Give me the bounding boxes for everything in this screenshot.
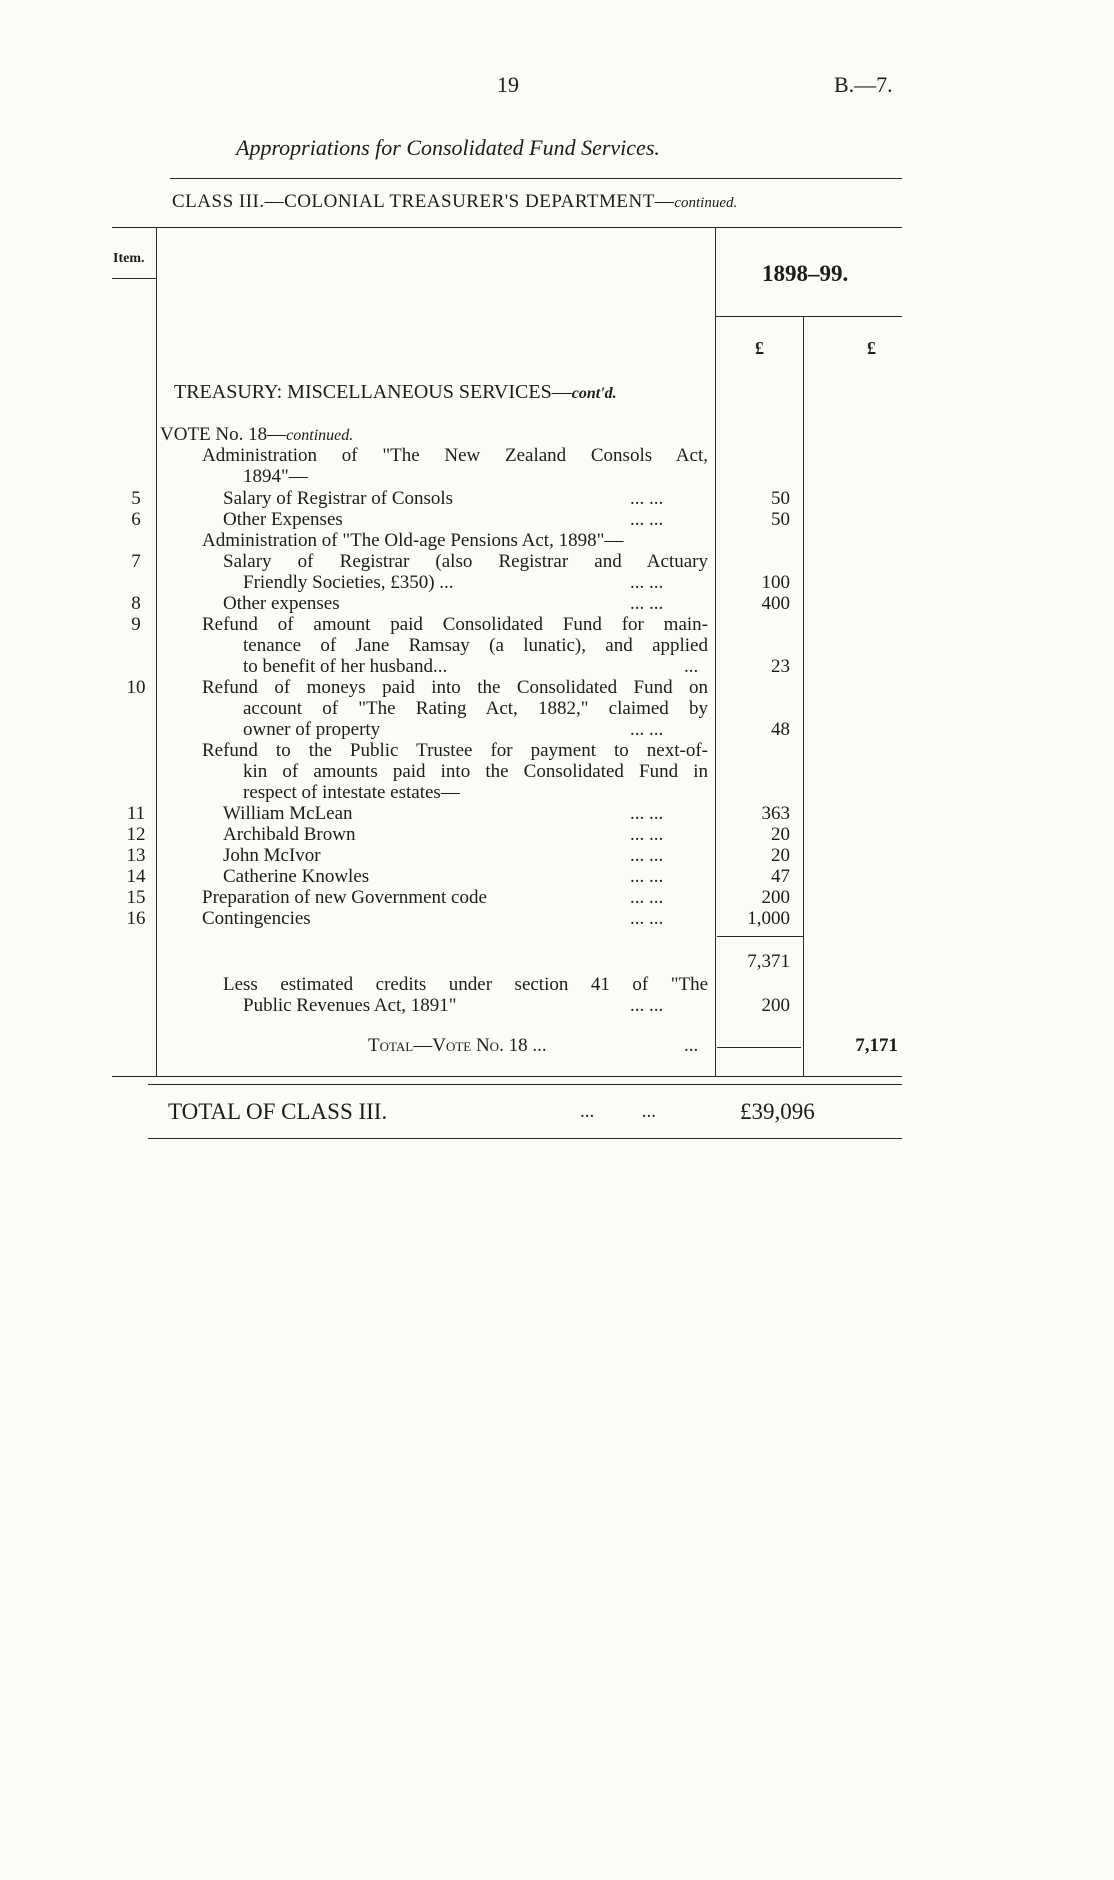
total-vote-rule bbox=[717, 1047, 801, 1048]
item6-leaders: ... ... bbox=[630, 509, 664, 530]
item13-value: 20 bbox=[771, 845, 790, 866]
total-vote-value: 7,171 bbox=[855, 1035, 898, 1056]
trustee-heading-line3: respect of intestate estates— bbox=[243, 782, 460, 803]
item11-leaders: ... ... bbox=[630, 803, 664, 824]
item9-line3: to benefit of her husband... bbox=[243, 656, 448, 677]
item-header-underline bbox=[112, 278, 156, 279]
class-total-bottom-rule bbox=[148, 1138, 902, 1139]
item6-label: Other Expenses bbox=[223, 509, 343, 530]
item8-leaders: ... ... bbox=[630, 593, 664, 614]
item-column-header: Item. bbox=[113, 251, 145, 266]
amount-column-divider bbox=[715, 227, 716, 1076]
item-number-11: 11 bbox=[126, 803, 146, 824]
pound-column-divider bbox=[803, 316, 804, 1076]
item16-leaders: ... ... bbox=[630, 908, 664, 929]
vote-label bbox=[160, 425, 353, 444]
item11-value: 363 bbox=[761, 803, 790, 824]
item-number-13: 13 bbox=[126, 845, 146, 866]
item8-label: Other expenses bbox=[223, 593, 340, 614]
class-total-leaders: ... ... bbox=[580, 1101, 656, 1122]
item10-line1: Refund of moneys paid into the Consolidated Fund on bbox=[202, 677, 708, 698]
item5-value: 50 bbox=[771, 488, 790, 509]
class-total-top-rule bbox=[148, 1084, 902, 1085]
trustee-heading-line1: Refund to the Public Trustee for payment to next-of- bbox=[202, 740, 708, 761]
section-heading-suffix: cont'd. bbox=[571, 385, 617, 402]
item15-leaders: ... ... bbox=[630, 887, 664, 908]
total-vote-leaders: ... bbox=[684, 1035, 699, 1056]
item15-label: Preparation of new Government code bbox=[202, 887, 487, 908]
page-title: Appropriations for Consolidated Fund Services. bbox=[236, 135, 660, 160]
item-number-15: 15 bbox=[126, 887, 146, 908]
item-number-7: 7 bbox=[131, 551, 141, 572]
item9-line1: Refund of amount paid Consolidated Fund for main- bbox=[202, 614, 708, 635]
subtotal-value: 7,371 bbox=[747, 951, 790, 972]
section-heading bbox=[174, 382, 617, 402]
class-heading-suffix: continued. bbox=[674, 195, 738, 211]
item15-value: 200 bbox=[761, 887, 790, 908]
item13-leaders: ... ... bbox=[630, 845, 664, 866]
consols-heading-line2: 1894"— bbox=[243, 466, 308, 487]
item-number-16: 16 bbox=[126, 908, 146, 929]
item12-value: 20 bbox=[771, 824, 790, 845]
subtotal-rule bbox=[717, 936, 803, 937]
item7-value: 100 bbox=[761, 572, 790, 593]
item-number-8: 8 bbox=[131, 593, 141, 614]
item10-line3: owner of property bbox=[243, 719, 381, 740]
section-heading-text: TREASURY: MISCELLANEOUS SERVICES— bbox=[174, 381, 572, 403]
trustee-heading-line2: kin of amounts paid into the Consolidated Fund in bbox=[243, 761, 708, 782]
year-column-header: 1898–99. bbox=[762, 261, 849, 286]
vote-label-text: VOTE No. 18— bbox=[160, 424, 287, 445]
class-heading bbox=[172, 192, 737, 211]
credits-leaders: ... ... bbox=[630, 995, 664, 1016]
header-rule bbox=[170, 178, 902, 179]
currency-header-right: £ bbox=[867, 338, 876, 358]
item14-value: 47 bbox=[771, 866, 790, 887]
item7-leaders: ... ... bbox=[630, 572, 664, 593]
item7-line1: Salary of Registrar (also Registrar and Actuary bbox=[223, 551, 708, 572]
item5-label: Salary of Registrar of Consols bbox=[223, 488, 454, 509]
currency-header-left: £ bbox=[755, 338, 764, 358]
item10-line2: account of "The Rating Act, 1882," claimed by bbox=[243, 698, 708, 719]
page-number: 19 bbox=[497, 72, 519, 97]
item6-value: 50 bbox=[771, 509, 790, 530]
class-total-value: £39,096 bbox=[740, 1099, 815, 1124]
item-column-divider bbox=[156, 227, 157, 1076]
item9-line2: tenance of Jane Ramsay (a lunatic), and applied bbox=[243, 635, 708, 656]
item12-leaders: ... ... bbox=[630, 824, 664, 845]
class-total-label: TOTAL OF CLASS III. bbox=[168, 1099, 388, 1124]
item-number-6: 6 bbox=[131, 509, 141, 530]
credits-line1: Less estimated credits under section 41 of "The bbox=[223, 974, 708, 995]
item16-label: Contingencies bbox=[202, 908, 311, 929]
table-top-rule bbox=[112, 227, 902, 228]
item-number-5: 5 bbox=[131, 488, 141, 509]
item13-label: John McIvor bbox=[223, 845, 321, 866]
item-number-9: 9 bbox=[131, 614, 141, 635]
item10-leaders: ... ... bbox=[630, 719, 664, 740]
item9-value: 23 bbox=[771, 656, 790, 677]
item-number-14: 14 bbox=[126, 866, 146, 887]
item5-leaders: ... ... bbox=[630, 488, 664, 509]
item11-label: William McLean bbox=[223, 803, 353, 824]
item-number-12: 12 bbox=[126, 824, 146, 845]
document-reference: B.—7. bbox=[834, 72, 893, 97]
vote-label-suffix: continued. bbox=[286, 427, 354, 444]
year-header-underline bbox=[715, 316, 902, 317]
item-number-10: 10 bbox=[126, 677, 146, 698]
item14-label: Catherine Knowles bbox=[223, 866, 370, 887]
item10-value: 48 bbox=[771, 719, 790, 740]
consols-heading-line1: Administration of "The New Zealand Consols Act, bbox=[202, 445, 708, 466]
pensions-heading: Administration of "The Old-age Pensions Act, 1898"— bbox=[202, 530, 624, 551]
item12-label: Archibald Brown bbox=[223, 824, 356, 845]
credits-value: 200 bbox=[761, 995, 790, 1016]
class-heading-text: CLASS III.—COLONIAL TREASURER'S DEPARTMENT— bbox=[172, 191, 675, 212]
total-vote-label: Total—Vote No. 18 ... bbox=[368, 1035, 547, 1056]
item9-leaders: ... bbox=[684, 656, 699, 677]
item8-value: 400 bbox=[761, 593, 790, 614]
item7-line2: Friendly Societies, £350) ... bbox=[243, 572, 454, 593]
item14-leaders: ... ... bbox=[630, 866, 664, 887]
item16-value: 1,000 bbox=[747, 908, 790, 929]
credits-line2: Public Revenues Act, 1891" bbox=[243, 995, 457, 1016]
table-bottom-rule bbox=[112, 1076, 902, 1077]
